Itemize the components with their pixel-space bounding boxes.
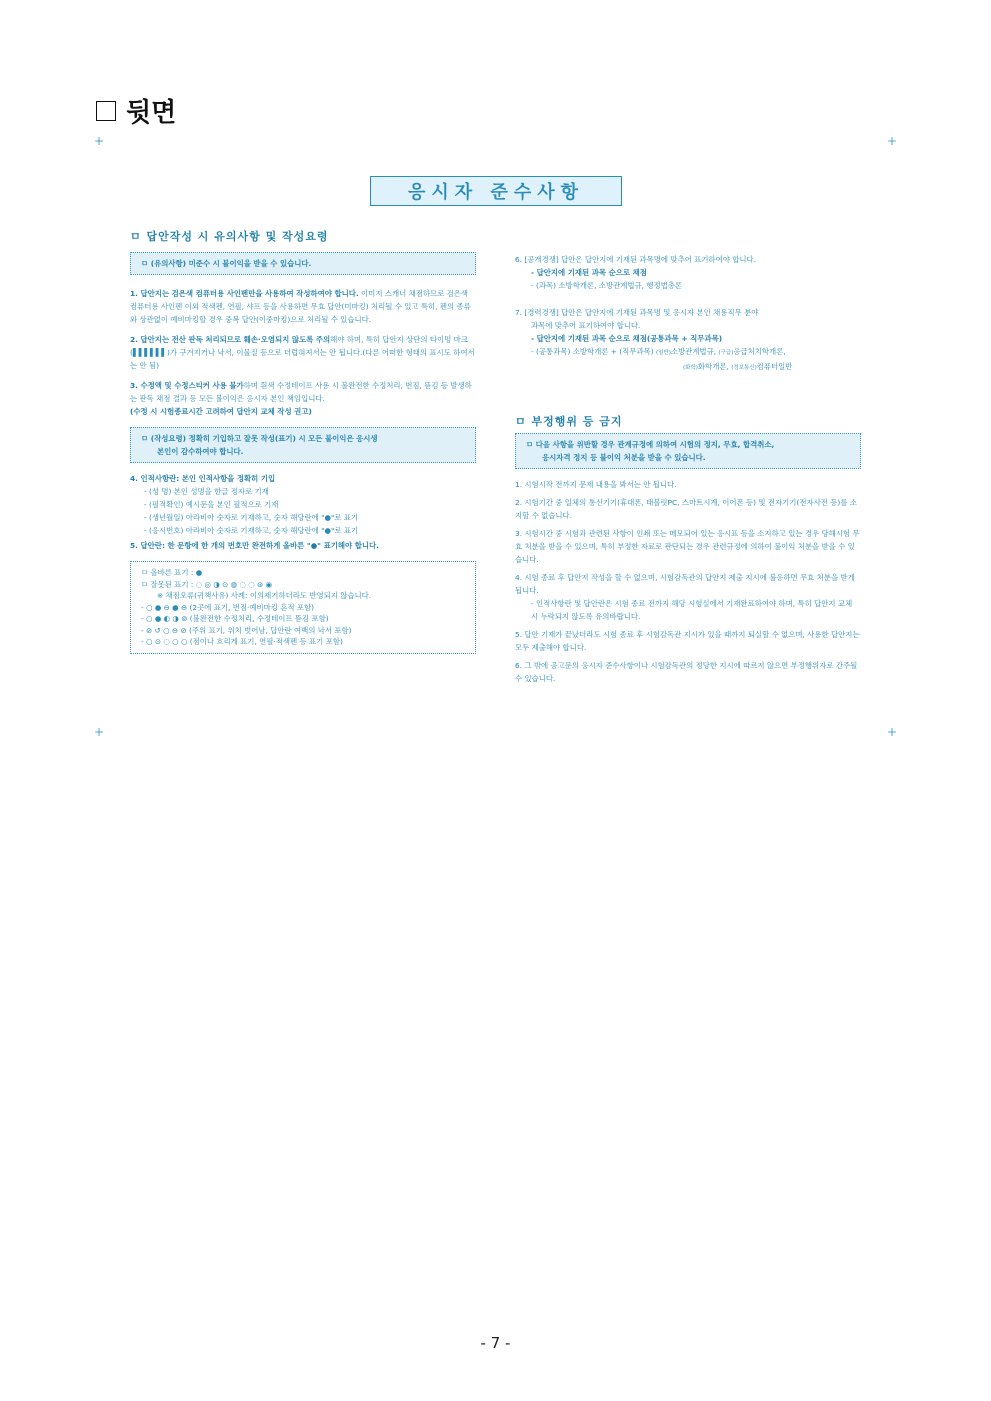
item-bold: 3. 수정액 및 수정스티커 사용 불가 — [130, 381, 244, 390]
list-item — [130, 379, 476, 405]
item-text: 해야 하며, 특히 답안지 상단의 타이밍 마크(▌▌▌▌▌▌)가 구겨지거나 낙서, 이물질 등으로 더럽혀져서는 안 됩니다.(다른 어떠한 형태의 표시도 하여서는 안 됨) — [130, 335, 475, 370]
main-title: 응시자 준수사항 — [370, 176, 622, 206]
list-item: 7. [경력경쟁] 답안은 답안지에 기재된 과목명 및 응시자 본인 채용직무 분야 — [515, 308, 759, 317]
subject-text: - (공통과목) 소방학개론 + (직무과목) — [531, 347, 656, 356]
list-item: 4. 인적사항란: 본인 인적사항을 정확히 기입 — [130, 474, 276, 483]
sub-item: - (응시번호) 아라비아 숫자로 기재하고, 숫자 해당란에 "●"로 표기 — [144, 526, 359, 535]
crosshair-mark-icon: + — [886, 134, 898, 148]
crosshair-mark-icon: + — [93, 725, 105, 739]
page-number: - 7 - — [480, 1334, 511, 1352]
item-bold: 1. 답안지는 검은색 컴퓨터용 사인펜만을 사용하여 작성하여야 합니다. — [130, 289, 359, 298]
rule-item: 3. 시험시간 중 시험과 관련된 사항이 인쇄 또는 메모되어 있는 응시표 등을 소지하고 있는 경우 당해시험 무효 처분을 받을 수 있으며, 특히 부정한 자료로 판단되는 경우 관련규정에 의하여 불이익 처분을 받을 수 있습니다. — [515, 529, 860, 564]
sub-item — [515, 360, 861, 375]
marking-example-box — [130, 561, 476, 654]
item-text: 이미지 스캐너 채점하므로 검은색 컴퓨터용 사인펜 이외 적색펜, 연필, 샤프 등을 사용하면 무효 답안(미마킹) 처리될 수 있고 특히, 펜의 종류와 상관없이 예비마킹할 경우 중복 답안(이중마킹)으로 처리될 수 있습니다. — [130, 289, 471, 324]
notice-box — [130, 252, 476, 275]
mark-case: - ○ ● ◐ ◑ ⊚ (불완전한 수정처리, 수정테이프 뜯김 포함) — [141, 614, 329, 623]
sub-item: - (생년월일) 아라비아 숫자로 기재하고, 숫자 해당란에 "●"로 표기 — [144, 513, 359, 522]
section-heading: ㅁ 답안작성 시 유의사항 및 작성요령 — [130, 230, 329, 243]
section-heading: ㅁ 부정행위 등 금지 — [515, 415, 623, 428]
mark-case: - ○ ● ⊖ ● ⊖ (2곳에 표기, 번짐·예비마킹 흔적 포함) — [141, 602, 315, 612]
mark-note: ※ 채점오류(귀책사유) 사례: 이의제기하더라도 반영되지 않습니다. — [157, 591, 372, 600]
subject-tag: (일반) — [655, 350, 671, 356]
page-title — [96, 92, 176, 129]
subject-text: 화학개론, — [697, 362, 732, 371]
notice-text: ㅁ 다음 사항을 위반할 경우 관계규정에 의하여 시험의 정지, 무효, 합격취소, — [526, 440, 775, 449]
subject-text: 소방관계법규, — [670, 347, 719, 356]
subject-text: 컴퓨터일반 — [756, 362, 793, 371]
notice-box — [515, 433, 861, 469]
rule-sub-item: - 인적사항란 및 답안란은 시험 종료 전까지 해당 시험실에서 기재완료하여야 하며, 특히 답안지 교체 시 누락되지 않도록 유의바랍니다. — [531, 599, 853, 621]
rule-item: 4. 시험 종료 후 답안지 작성을 할 수 없으며, 시험감독관의 답안지 제출 지시에 불응하면 무효 처분을 받게 됩니다. — [515, 573, 855, 595]
list-item: 5. 답안란: 한 문항에 한 개의 번호만 완전하게 올바른 "●" 표기해야 합니다. — [130, 541, 379, 550]
sub-item: - 답안지에 기재된 과목 순으로 채점(공통과목 + 직무과목) — [531, 334, 723, 343]
sub-item: - (필적확인) 예시문을 본인 필적으로 기재 — [144, 500, 279, 509]
notice-text: ㅁ (작성요령) 정확히 기입하고 잘못 작성(표기) 시 모든 불이익은 응시생 — [141, 434, 378, 443]
list-item — [130, 333, 476, 372]
crosshair-mark-icon: + — [886, 725, 898, 739]
item-text: 하며 흰색 수정테이프 사용 시 불완전한 수정처리, 번짐, 뜯김 등 발생하는 판독 채점 결과 등 모든 불이익은 응시자 본인 책임입니다. — [130, 381, 472, 403]
subject-tag: (구급) — [718, 350, 734, 356]
mark-wrong: ㅁ 잘못된 표기 : ◌ ◎ ◑ ⊙ ◍ ◌ ◌ ⊛ ◉ — [141, 579, 273, 589]
list-item: 6. [공개경쟁] 답안은 답안지에 기재된 과목명에 맞추어 표기하여야 합니다. — [515, 255, 757, 264]
mark-case: - ⊘ ↺ ○ ⊖ ⊘ (주위 표기, 위치 벗어남, 답안란 여백의 낙서 포함) — [141, 625, 352, 635]
rule-item: 2. 시험기간 중 일체의 통신기기(휴대폰, 태블릿PC, 스마트시계, 이어폰 등) 및 전자기기(전자사전 등)를 소지할 수 없습니다. — [515, 498, 857, 520]
rule-item: 5. 답안 기재가 끝났더라도 시험 종료 후 시험감독관 지시가 있을 때까지 퇴실할 수 없으며, 사용한 답안지는 모두 제출해야 합니다. — [515, 630, 860, 652]
page-title-text: 뒷면 — [126, 98, 177, 128]
subject-text: 응급처치학개론, — [733, 347, 786, 356]
rule-item: 6. 그 밖에 공고문의 응시자 준수사항이나 시험감독관의 정당한 지시에 따르지 않으면 부정행위자로 간주될 수 있습니다. — [515, 661, 858, 683]
rule-item: 1. 시험시작 전까지 문제 내용을 봐서는 안 됩니다. — [515, 480, 677, 489]
sub-item — [515, 345, 861, 360]
right-column — [515, 253, 861, 685]
notice-box — [130, 427, 476, 463]
sub-item: - (성 명) 본인 성명을 한글 정자로 기재 — [144, 487, 269, 496]
item-note: (수정 시 시험종료시간 고려하여 답안지 교체 작성 권고) — [130, 407, 312, 416]
notice-text: 본인이 감수하여야 합니다. — [157, 447, 244, 456]
list-item — [130, 287, 476, 326]
sub-item: - (과목) 소방학개론, 소방관계법규, 행정법총론 — [531, 281, 683, 290]
mark-case: - ○ ⊙ ◌ ○ ○ (점이나 흐리게 표기, 연필·적색펜 등 표기 포함) — [141, 637, 343, 646]
item-bold: 2. 답안지는 전산 판독 처리되므로 훼손·오염되지 않도록 주의 — [130, 335, 331, 344]
notice-text: ㅁ (유의사항) 미준수 시 불이익을 받을 수 있습니다. — [141, 259, 312, 268]
subject-tag: (정보통신) — [731, 365, 757, 371]
list-item-cont: 과목에 맞추어 표기하여야 합니다. — [531, 321, 641, 330]
notice-text: 응시자격 정지 등 불이익 처분을 받을 수 있습니다. — [542, 453, 706, 462]
crosshair-mark-icon: + — [93, 134, 105, 148]
checkbox-square-icon — [96, 101, 116, 121]
left-column — [130, 230, 476, 654]
sub-item: - 답안지에 기재된 과목 순으로 채점 — [531, 268, 647, 277]
mark-correct: ㅁ 올바른 표기 : ● — [141, 568, 203, 577]
subject-tag: (화학) — [683, 365, 698, 371]
